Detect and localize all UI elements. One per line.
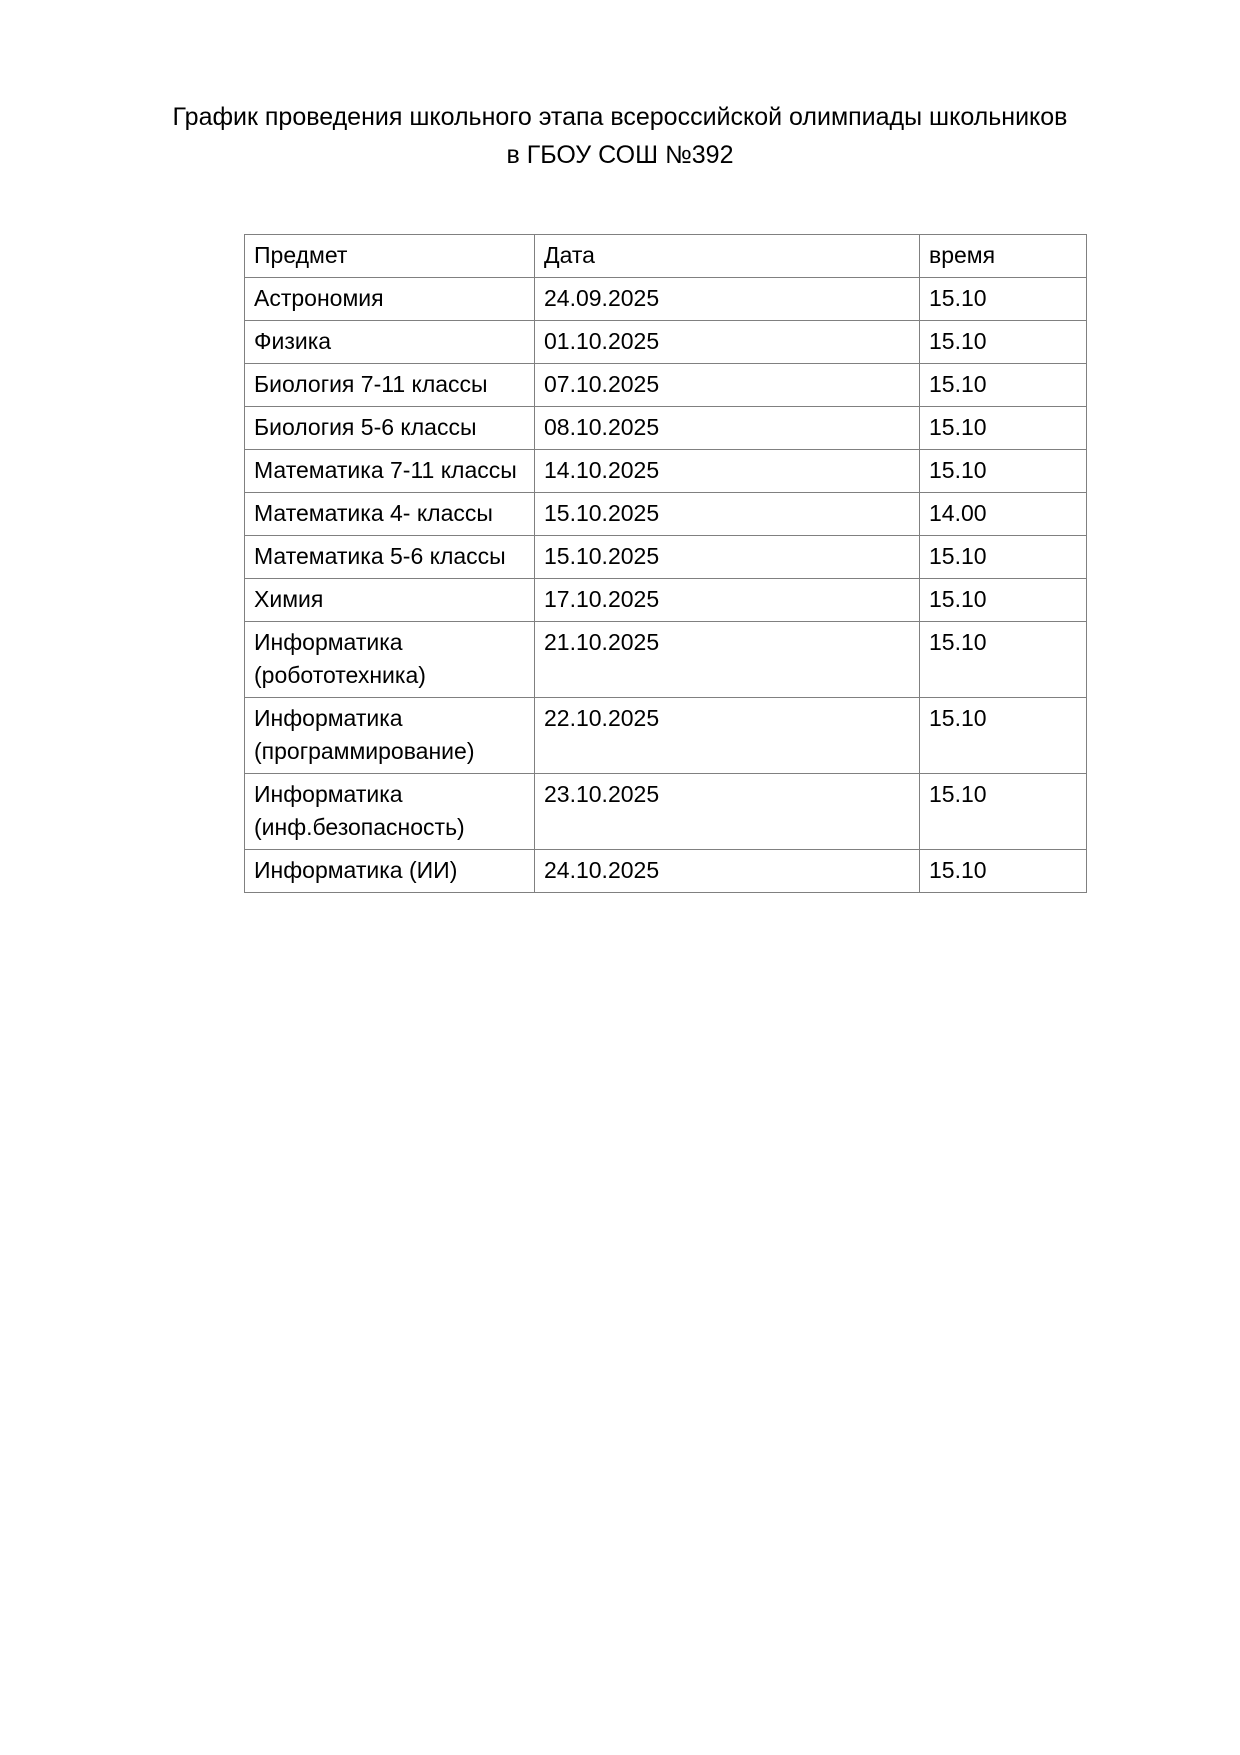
- subject-line: Информатика (ИИ): [254, 857, 458, 883]
- subject-line: (робототехника): [254, 662, 426, 688]
- subject-line: Информатика: [254, 705, 403, 731]
- table-row: [245, 698, 1087, 774]
- cell-subject: [245, 850, 535, 893]
- cell-date: 07.10.2025: [535, 364, 920, 407]
- cell-date: 17.10.2025: [535, 579, 920, 622]
- subject-line: Информатика: [254, 629, 403, 655]
- cell-time: 15.10: [920, 622, 1087, 698]
- subject-line: (инф.безопасность): [254, 814, 465, 840]
- cell-date: 01.10.2025: [535, 321, 920, 364]
- table-row: [245, 450, 1087, 493]
- subject-line: Физика: [254, 328, 332, 354]
- table-row: [245, 321, 1087, 364]
- table-row: [245, 774, 1087, 850]
- page-title: [140, 98, 1100, 174]
- subject-line: Биология 5-6 классы: [254, 414, 477, 440]
- cell-date: 15.10.2025: [535, 493, 920, 536]
- subject-line: Математика 4- классы: [254, 500, 493, 526]
- subject-line: (программирование): [254, 738, 475, 764]
- cell-date: 08.10.2025: [535, 407, 920, 450]
- subject-line: Биология 7-11 классы: [254, 371, 488, 397]
- cell-subject: [245, 579, 535, 622]
- table-body: [245, 278, 1087, 893]
- cell-time: 15.10: [920, 536, 1087, 579]
- cell-time: 15.10: [920, 698, 1087, 774]
- subject-line: Информатика: [254, 781, 403, 807]
- table-row: [245, 579, 1087, 622]
- table-row: [245, 850, 1087, 893]
- cell-subject: [245, 278, 535, 321]
- table-row: [245, 493, 1087, 536]
- table-row: [245, 407, 1087, 450]
- cell-subject: [245, 321, 535, 364]
- subject-line: Астрономия: [254, 285, 384, 311]
- cell-date: 23.10.2025: [535, 774, 920, 850]
- cell-subject: [245, 450, 535, 493]
- cell-subject: [245, 407, 535, 450]
- cell-date: 14.10.2025: [535, 450, 920, 493]
- cell-time: 15.10: [920, 321, 1087, 364]
- table-row: [245, 364, 1087, 407]
- cell-time: 15.10: [920, 579, 1087, 622]
- olympiad-schedule-table: [244, 234, 1087, 893]
- subject-line: Математика 7-11 классы: [254, 457, 517, 483]
- cell-subject: [245, 622, 535, 698]
- table-row: [245, 622, 1087, 698]
- cell-time: 14.00: [920, 493, 1087, 536]
- cell-time: 15.10: [920, 850, 1087, 893]
- cell-subject: [245, 698, 535, 774]
- subject-line: Математика 5-6 классы: [254, 543, 506, 569]
- cell-time: 15.10: [920, 450, 1087, 493]
- cell-date: 21.10.2025: [535, 622, 920, 698]
- cell-subject: [245, 536, 535, 579]
- cell-time: 15.10: [920, 407, 1087, 450]
- cell-subject: [245, 493, 535, 536]
- page-title-line-1: График проведения школьного этапа всероссийской олимпиады школьников: [172, 103, 1068, 131]
- cell-time: 15.10: [920, 278, 1087, 321]
- cell-subject: [245, 364, 535, 407]
- table-row: [245, 536, 1087, 579]
- table-row: [245, 278, 1087, 321]
- cell-date: 24.10.2025: [535, 850, 920, 893]
- column-header-subject: Предмет: [245, 235, 535, 278]
- cell-subject: [245, 774, 535, 850]
- column-header-time: время: [920, 235, 1087, 278]
- cell-date: 24.09.2025: [535, 278, 920, 321]
- cell-time: 15.10: [920, 364, 1087, 407]
- page-title-line-2: в ГБОУ СОШ №392: [506, 141, 734, 169]
- cell-time: 15.10: [920, 774, 1087, 850]
- subject-line: Химия: [254, 586, 324, 612]
- table-header-row: [245, 235, 1087, 278]
- cell-date: 22.10.2025: [535, 698, 920, 774]
- cell-date: 15.10.2025: [535, 536, 920, 579]
- column-header-date: Дата: [535, 235, 920, 278]
